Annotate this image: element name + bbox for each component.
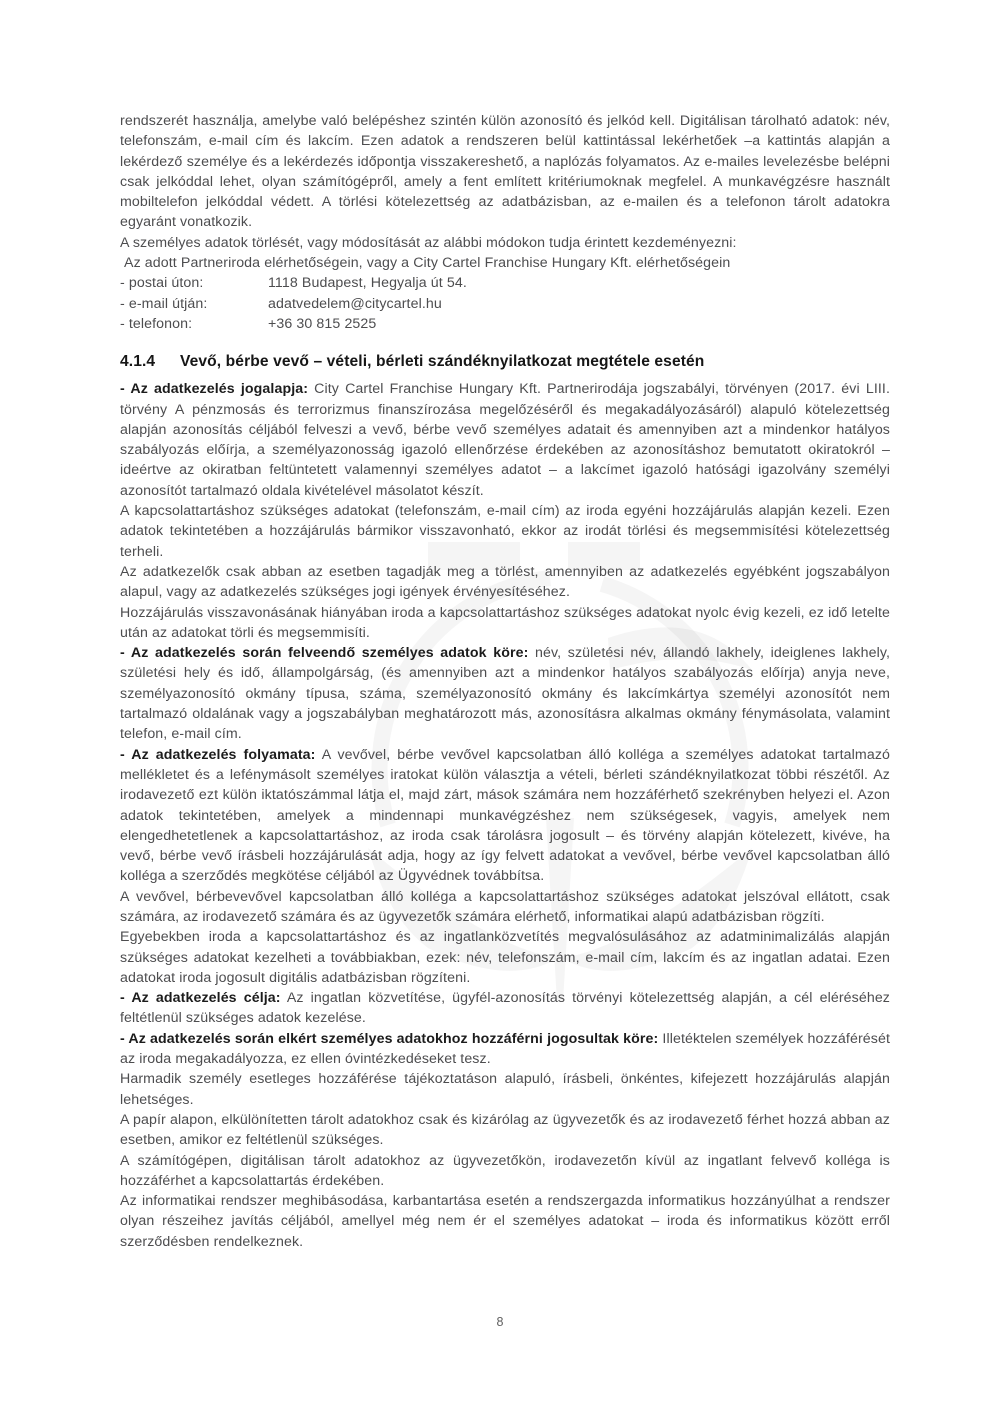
paragraph-deletion-intro: A személyes adatok törlését, vagy módosítását az alábbi módokon tudja érintett kezdeményezni: <box>120 234 737 251</box>
paragraph-system-access: rendszerét használja, amelybe való belépéshez szintén külön azonosító és jelkód kell. Digitálisan tárolható adatok: név, telefonszám, e-mail cím és lakcím. Ezen adatok a rendszeren belül kattintással lekérhetőek –a kattintás alapján a lekérdező személye és a lekérdezés időpontja visszakereshető, a naplózás folyamatos. Az e-mailes levelezésbe belépni csak jelkóddal lehet, olyan számítógépről, amely a fent említett kritériumoknak megfelel. A munkavégzésre használt mobiltelefon jelkóddal védett. A törlési kötelezettség az adatbázisban, az e-mailen és a telefonon tárolt adatokra egyaránt vonatkozik. <box>120 113 890 231</box>
section-number: 4.1.4 <box>120 353 156 371</box>
email-address: adatvedelem@citycartel.hu <box>268 295 442 312</box>
contact-row-postal <box>120 273 890 293</box>
contact-row-phone <box>120 314 890 334</box>
postal-address: 1118 Budapest, Hegyalja út 54. <box>268 275 467 292</box>
paragraph-lead: - Az adatkezelés célja: <box>120 990 281 1007</box>
paragraph-lead: - Az adatkezelés folyamata: <box>120 746 316 763</box>
paragraph-minimization: Egyebekben iroda a kapcsolattartáshoz és az ingatlanközvetítés megvalósulásához az adatminimalizálás alapján szükséges adatokat kezelheti a továbbiakban, ezek: név, telefonszám, e-mail cím, lakcím és az ingatlan adatai. Ezen adatokat iroda jogosult digitális adatbázisban rögzíteni. <box>120 929 890 986</box>
paragraph-access-rights: - Az adatkezelés során elkért személyes adatokhoz hozzáférni jogosultak köre: Illetéktelen személyek hozzáférését az iroda megakadályozza, ez ellen óvintézkedéseket tesz. <box>120 1030 890 1068</box>
contact-row-email <box>120 294 890 314</box>
paragraph-lead: - Az adatkezelés során felveendő személyes adatok köre: <box>120 645 529 662</box>
paragraph-refusal: Az adatkezelők csak abban az esetben tagadják meg a törlést, amennyiben az adatkezelés egyébként jogszabályon alapul, vagy az adatkezelés szükséges jogi igények érvényesítéséhez. <box>120 563 890 601</box>
contact-label: - telefonon: <box>120 315 193 332</box>
paragraph-it-maintenance: Az informatikai rendszer meghibásodása, karbantartása esetén a rendszergazda informatikus hozzányúlhat a rendszer olyan részeihez javítás céljából, amellyel még nem ér el személyes adatokat – iroda és informatikus között erről szerződésben rendelkeznek. <box>120 1193 890 1250</box>
contact-label: - postai úton: <box>120 275 204 292</box>
paragraph-computer-storage: A számítógépen, digitálisan tárolt adatokhoz az ügyvezetőkön, irodavezetőn kívül az ingatlant felvevő kolléga is hozzáférhet a kapcsolattartás érdekében. <box>120 1152 890 1189</box>
paragraph-legal-basis: - Az adatkezelés jogalapja: City Cartel Franchise Hungary Kft. Partnerirodája jogszabályi, törvényen (2017. évi LIII. törvény A pénzmosás és terrorizmus finanszírozása megelőzéséről és megakadályozásáról) alapuló kötelezettség alapján azonosítás céljából felveszi a vevő, bérbe vevő személyes adatait és amennyiben azt a mindenkor hatályos szabályozás előírja, a személyazonosság igazoló ellenőrzése érdekében az azonosításhoz bemutatott okiratokról – ideértve az okiratban feltüntetett valamennyi személyes adatot – a lakcímet igazoló hatósági igazolvány személyi azonosítót tartalmazó oldala kivételével másolatot készít. <box>120 381 890 499</box>
phone-number: +36 30 815 2525 <box>268 315 377 332</box>
section-heading <box>120 351 890 372</box>
page-number: 8 <box>496 1315 504 1329</box>
paragraph-contact-data: A kapcsolattartáshoz szükséges adatokat (telefonszám, e-mail cím) az iroda egyéni hozzájárulás alapján kezeli. Ezen adatok tekintetében a hozzájárulás bármikor visszavonható, ekkor az irodát törlési és megsemmisítési kötelezettség terheli. <box>120 503 890 560</box>
paragraph-lead: - Az adatkezelés során elkért személyes adatokhoz hozzáférni jogosultak köre: <box>120 1030 659 1047</box>
paragraph-third-party: Harmadik személy esetleges hozzáférése tájékoztatáson alapuló, írásbeli, önkéntes, kifejezett hozzájárulás alapján lehetséges. <box>120 1071 890 1108</box>
contact-label: - e-mail útján: <box>120 295 208 312</box>
page-content <box>120 111 890 1252</box>
paragraph-data-scope: - Az adatkezelés során felveendő személyes adatok köre: név, születési név, állandó lakhely, ideiglenes lakhely, születési hely és idő, állampolgárság, (és amennyiben azt a mindenkor hatályos szabályozás előírja) anyja neve, személyazonosító okmány típusa, száma, személyazonosító okmány és lakcímkártya személyi azonosítót nem tartalmazó oldalának vagy a jogszabályban meghatározott más, azonosításra alkalmas okmány fénymásolata, valamint telefon, e-mail cím. <box>120 645 890 743</box>
paragraph-purpose: - Az adatkezelés célja: Az ingatlan közvetítése, ügyfél-azonosítás törvényi kötelezettség alapján, a cél eléréséhez feltétlenül szükséges adatok kezelése. <box>120 990 890 1027</box>
paragraph-database: A vevővel, bérbevevővel kapcsolatban álló kolléga a kapcsolattartáshoz szükséges adatokat jelszóval ellátott, csak számára, az irodavezető számára és az ügyvezetők számára elérhető, informatikai alapú adatbázisban rögzíti. <box>120 888 890 925</box>
section-title: Vevő, bérbe vevő – vételi, bérleti szándéknyilatkozat megtétele esetén <box>180 353 705 371</box>
paragraph-paper-storage: A papír alapon, elkülönítetten tárolt adatokhoz csak és kizárólag az ügyvezetők és az irodavezető férhet hozzá abban az esetben, amikor ez feltétlenül szükséges. <box>120 1111 890 1149</box>
paragraph-retention: Hozzájárulás visszavonásának hiányában iroda a kapcsolattartáshoz szükséges adatokat nyolc évig kezeli, ez idő letelte után az adatokat törli és megsemmisíti. <box>120 604 890 641</box>
paragraph-lead: - Az adatkezelés jogalapja: <box>120 381 309 398</box>
paragraph-process: - Az adatkezelés folyamata: A vevővel, bérbe vevővel kapcsolatban álló kolléga a személyes adatokat tartalmazó mellékletet és a lefénymásolt személyes iratokat külön választja a vételi, bérleti szándéknyilatkozat többi részétől. Az irodavezető ezt külön iktatószámmal látja el, majd zárt, mások számára nem hozzáférhető szekrényben helyezi el. Azon adatok tekintetében, amelyek a mindennapi munkavégzéshez nem szükségesek, vagyis, amelyek nem elengedhetetlenek a kapcsolattartáshoz, az iroda csak tárolásra jogosult – és törvény alapján kötelezett, kivéve, ha vevő, bérbe vevő írásbeli hozzájárulását adja, hogy az így felvett adatokat a vevővel, bérbe vevővel kapcsolatban álló kolléga a szerződés megkötése céljából az Ügyvédnek továbbítsa. <box>120 746 891 885</box>
paragraph-contact-intro: Az adott Partneriroda elérhetőségein, vagy a City Cartel Franchise Hungary Kft. elérhetőségein <box>124 255 731 272</box>
